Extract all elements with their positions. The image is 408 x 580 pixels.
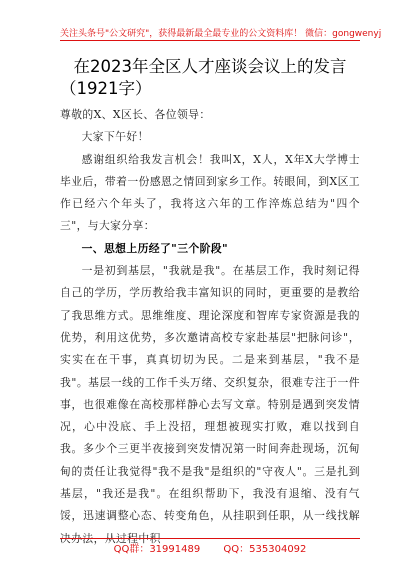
header-divider — [60, 40, 360, 41]
document-title: 在2023年全区人才座谈会议上的发言 — [73, 57, 347, 76]
footer-qq: QQ：535304092 — [223, 544, 307, 555]
paragraph-section-1: 一是初到基层，"我就是我"。在基层工作，我时刻记得自己的学历，学历教给我丰富知识的同时，更重要的是教给了我思维方式。思维维度、理论深度和智库专家资源是我的优势，利用这优势，多次邀请高校专家赴基层"把脉问诊"，实实在在干事，真真切切为民。二是来到基层，"我不是我"。基层一线的工作千头万绪、交织复杂，很难专注于一件事，也很难像在高校那样静心去写文章。特别是遇到突发情况，心中没底、手上没招，理想被现实打败，难以找到自我。多少个三更半夜接到突发情况第一时间奔赴现场，沉甸甸的责任让我觉得"我不是我"是组织的"守夜人"。三是扎到基层，"我还是我"。在组织帮助下，我没有退缩、没有气馁，迅速调整心态、转变角色，从挂职到任职，从一线找解决办法，从过程中积 — [60, 264, 360, 545]
header-banner: 关注头条号"公文研究"，获得最新最全最专业的公文资料库！ 微信：gongwenyj — [60, 29, 382, 39]
document-title-wordcount: （1921字） — [60, 79, 152, 98]
greeting: 大家下午好！ — [81, 130, 149, 144]
footer-contact — [60, 540, 360, 555]
paragraph-intro: 感谢组织给我发言机会！我叫X，X人，X年X大学博士毕业后，带着一份感恩之情回到家乡工作。转眼间，到X区工作已经六个年头了，我将这六年的工作淬炼总结为"四个三"，与大家分享： — [60, 152, 360, 233]
footer-divider — [60, 538, 360, 539]
document-body — [60, 104, 360, 550]
section-heading-1: 一、思想上历经了"三个阶段" — [81, 241, 229, 255]
footer-qq-group: QQ群：31991489 — [113, 544, 201, 555]
salutation: 尊敬的X、X区长、各位领导： — [60, 108, 211, 121]
